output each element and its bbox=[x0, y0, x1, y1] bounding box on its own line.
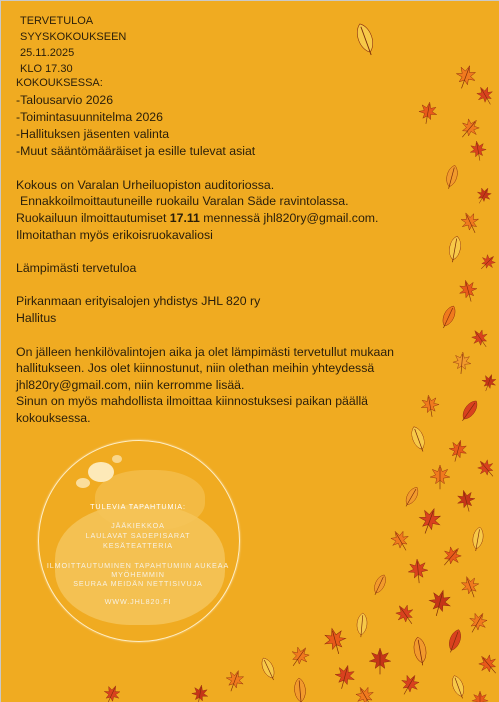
agenda-item: -Toimintasuunnitelma 2026 bbox=[16, 110, 163, 124]
registration-text bbox=[16, 210, 378, 227]
recruit-text: Sinun on myös mahdollista ilmoittaa kiinnostuksesi paikan päällä bbox=[16, 394, 369, 408]
leaf-icon bbox=[259, 656, 278, 682]
leaf-icon bbox=[439, 304, 458, 330]
maple-leaf-icon bbox=[473, 184, 494, 206]
venue-text: Kokous on Varalan Urheiluopiston auditoriossa. bbox=[16, 178, 275, 192]
leaf-icon bbox=[294, 678, 307, 702]
maple-leaf-icon bbox=[458, 574, 482, 601]
events-follow-note: SEURAA MEIDÄN NETTISIVUJA bbox=[73, 579, 203, 588]
lunch-text: Ennakkoilmoittautuneille ruokailu Varalan Säde ravintolassa. bbox=[20, 194, 349, 208]
maple-leaf-icon bbox=[437, 543, 465, 571]
maple-leaf-icon bbox=[419, 394, 441, 419]
maple-leaf-icon bbox=[479, 372, 499, 393]
maple-leaf-icon bbox=[392, 601, 419, 629]
recruit-text: kokouksessa. bbox=[16, 411, 91, 425]
leaf-icon bbox=[402, 485, 421, 509]
leaf-icon bbox=[446, 628, 464, 654]
maple-leaf-icon bbox=[476, 251, 499, 274]
recruit-text: On jälleen henkilövalintojen aika ja olet lämpimästi tervetullut mukaan bbox=[16, 345, 394, 359]
maple-leaf-icon bbox=[396, 671, 423, 699]
maple-leaf-icon bbox=[446, 438, 469, 464]
welcome-title: TERVETULOA bbox=[20, 15, 94, 27]
maple-leaf-icon bbox=[457, 278, 480, 304]
agenda-heading: KOKOUKSESSA: bbox=[16, 77, 103, 89]
maple-leaf-icon bbox=[473, 83, 497, 108]
agenda-item: -Hallituksen jäsenten valinta bbox=[16, 127, 170, 141]
recruit-email-text: jhl820ry@gmail.com, niin kerromme lisää. bbox=[16, 378, 245, 392]
maple-leaf-icon bbox=[455, 488, 478, 514]
events-registration-note: MYÖHEMMIN bbox=[111, 570, 165, 579]
maple-leaf-icon bbox=[352, 683, 379, 702]
maple-leaf-icon bbox=[100, 682, 123, 702]
leaf-icon bbox=[444, 164, 460, 190]
events-heading: TULEVIA TAPAHTUMIA: bbox=[90, 502, 186, 511]
leaf-icon bbox=[471, 526, 485, 552]
recruit-text: hallitukseen. Jos olet kiinnostunut, niin olethan meihin yhteydessä bbox=[16, 361, 375, 375]
website-link[interactable]: WWW.JHL820.FI bbox=[104, 597, 172, 606]
greeting-text: Lämpimästi tervetuloa bbox=[16, 261, 137, 275]
maple-leaf-icon bbox=[286, 643, 313, 671]
registration-suffix: mennessä jhl820ry@gmail.com. bbox=[199, 211, 379, 225]
maple-leaf-icon bbox=[430, 465, 450, 489]
event-item: LAULAVAT SADEPISARAT bbox=[85, 531, 191, 540]
leaf-icon bbox=[356, 613, 368, 638]
leaf-icon bbox=[409, 425, 428, 454]
maple-leaf-icon bbox=[458, 209, 484, 237]
leaf-icon bbox=[371, 573, 388, 597]
maple-leaf-icon bbox=[190, 684, 209, 702]
maple-leaf-icon bbox=[369, 648, 391, 674]
maple-leaf-icon bbox=[426, 588, 454, 619]
leaf-icon bbox=[354, 22, 378, 58]
agenda-item: -Muut sääntömääräiset ja esille tulevat asiat bbox=[16, 144, 256, 158]
maple-leaf-icon bbox=[474, 456, 499, 482]
event-item: KESÄTEATTERIA bbox=[103, 541, 173, 550]
maple-leaf-icon bbox=[415, 505, 444, 537]
maple-leaf-icon bbox=[332, 663, 357, 692]
maple-leaf-icon bbox=[417, 101, 439, 126]
organization-name: Pirkanmaan erityisalojen yhdistys JHL 820 ry bbox=[16, 294, 261, 308]
maple-leaf-icon bbox=[407, 558, 429, 584]
maple-leaf-icon bbox=[222, 668, 246, 695]
leaf-icon bbox=[450, 674, 468, 700]
meeting-date: 25.11.2025 bbox=[20, 47, 75, 59]
maple-leaf-icon bbox=[468, 326, 493, 352]
leaf-icon bbox=[458, 398, 480, 424]
events-registration-note: ILMOITTAUTUMINEN TAPAHTUMIIN AUKEAA bbox=[46, 561, 230, 570]
maple-leaf-icon bbox=[452, 62, 479, 92]
maple-leaf-icon bbox=[468, 140, 487, 162]
board-signature: Hallitus bbox=[16, 311, 57, 325]
registration-deadline: 17.11 bbox=[169, 211, 200, 225]
event-item: JÄÄKIEKKOA bbox=[111, 521, 165, 530]
maple-leaf-icon bbox=[387, 527, 414, 555]
maple-leaf-icon bbox=[321, 626, 349, 657]
maple-leaf-icon bbox=[464, 609, 491, 637]
meeting-name: SYYSKOKOUKSEEN bbox=[20, 31, 127, 43]
maple-leaf-icon bbox=[452, 351, 472, 374]
leaf-icon bbox=[447, 235, 462, 263]
maple-leaf-icon bbox=[475, 651, 499, 679]
maple-leaf-icon bbox=[455, 115, 483, 143]
diet-text: Ilmoitathan myös erikoisruokavaliosi bbox=[16, 228, 213, 242]
maple-leaf-icon bbox=[472, 691, 488, 702]
registration-prefix: Ruokailuun ilmoittautumiset bbox=[16, 211, 170, 225]
agenda-item: -Talousarvio 2026 bbox=[16, 93, 114, 107]
meeting-time: KLO 17.30 bbox=[20, 63, 73, 75]
leaf-icon bbox=[412, 636, 428, 666]
